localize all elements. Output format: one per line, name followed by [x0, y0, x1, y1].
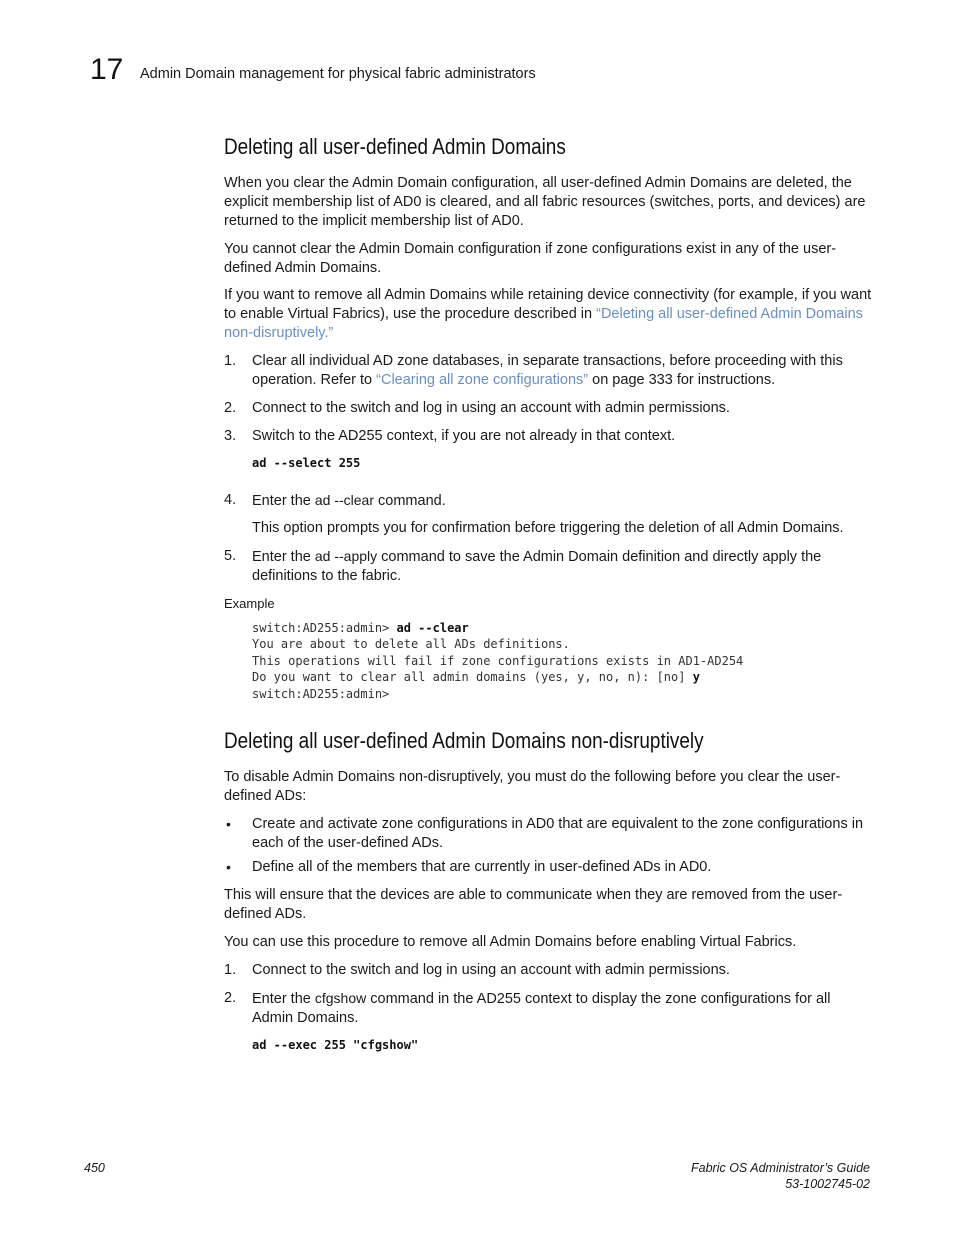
code-command: ad --exec 255 "cfgshow" — [252, 1038, 419, 1052]
section-heading: Deleting all user-defined Admin Domains non-disruptively — [224, 728, 704, 753]
code-command: ad --select 255 — [252, 456, 361, 470]
step-text-part: command. — [374, 493, 446, 509]
cross-reference-link[interactable]: “Deleting all user-defined Admin Domains non-disruptively.” — [224, 306, 863, 341]
step-text — [252, 352, 874, 390]
step-number: 1. — [224, 353, 237, 369]
code-line: This operations will fail if zone configurations exists in AD1-AD254 — [252, 653, 744, 668]
bullet: • — [226, 816, 231, 832]
step-text-part: command in the AD255 context to display the zone configurations for all Admin Domains. — [252, 991, 831, 1026]
step-text-part: on page 333 for instructions. — [588, 372, 776, 388]
code-prompt: switch:AD255:admin> — [252, 621, 397, 635]
code-prompt: Do you want to clear all admin domains (yes, y, no, n): [no] — [252, 670, 693, 685]
example-code-block — [252, 620, 743, 702]
chapter-number: 17 — [90, 53, 124, 86]
inline-command: cfgshow — [314, 990, 367, 1006]
step-number: 2. — [224, 990, 237, 1006]
inline-command: ad --apply — [314, 548, 378, 564]
step-text-part: Enter the — [252, 493, 315, 509]
step-text — [252, 547, 874, 586]
paragraph-text: If you want to remove all Admin Domains while retaining device connectivity (for example, if you want to enable Virtual Fabrics), use the procedure described in — [224, 287, 872, 322]
doc-number: 53-1002745-02 — [785, 1177, 870, 1191]
cross-reference-link[interactable]: “Clearing all zone configurations” — [376, 372, 589, 388]
step-text — [252, 491, 874, 511]
paragraph — [224, 286, 874, 343]
step-number: 4. — [224, 492, 237, 508]
step-number: 2. — [224, 400, 237, 416]
paragraph: You can use this procedure to remove all Admin Domains before enabling Virtual Fabrics. — [224, 934, 797, 950]
chapter-title: Admin Domain management for physical fabric administrators — [140, 66, 536, 82]
inline-command: ad --clear — [314, 492, 375, 508]
step-text-part: command to save the Admin Domain definition and directly apply the definitions to the fabric. — [252, 549, 822, 584]
paragraph: When you clear the Admin Domain configuration, all user-defined Admin Domains are deleted, the explicit membership list of AD0 is cleared, and all fabric resources (switches, ports, and devices) are returned to the implicit membership list of AD0. — [224, 175, 866, 229]
code-line — [252, 620, 743, 636]
step-number: 1. — [224, 962, 237, 978]
code-answer: y — [692, 670, 700, 685]
paragraph: You cannot clear the Admin Domain configuration if zone configurations exist in any of the user-defined Admin Domains. — [224, 241, 837, 276]
code-line — [252, 669, 743, 685]
bullet: • — [226, 859, 231, 875]
step-text: Connect to the switch and log in using an account with admin permissions. — [252, 962, 730, 978]
paragraph: This will ensure that the devices are able to communicate when they are removed from the user-defined ADs. — [224, 887, 843, 922]
bullet-text: Define all of the members that are currently in user-defined ADs in AD0. — [252, 859, 712, 875]
bullet-text: Create and activate zone configurations in AD0 that are equivalent to the zone configurations in each of the user-defined ADs. — [252, 816, 864, 851]
step-text-part: Enter the — [252, 549, 315, 565]
step-number: 5. — [224, 548, 237, 564]
step-text — [252, 989, 874, 1028]
step-note: This option prompts you for confirmation before triggering the deletion of all Admin Domains. — [252, 520, 844, 536]
page-number: 450 — [84, 1161, 105, 1175]
step-text-part: Clear all individual AD zone databases, in separate transactions, before proceeding with this operation. Refer to — [252, 353, 843, 388]
step-text: Connect to the switch and log in using an account with admin permissions. — [252, 400, 730, 416]
step-number: 3. — [224, 428, 237, 444]
code-command: ad --clear — [396, 621, 469, 635]
code-line: You are about to delete all ADs definitions. — [252, 637, 570, 652]
guide-title: Fabric OS Administrator’s Guide — [691, 1161, 870, 1175]
section-heading: Deleting all user-defined Admin Domains — [224, 134, 566, 159]
code-line: switch:AD255:admin> — [252, 686, 390, 701]
paragraph: To disable Admin Domains non-disruptively, you must do the following before you clear the user-defined ADs: — [224, 769, 841, 804]
example-label: Example — [224, 596, 275, 611]
step-text: Switch to the AD255 context, if you are not already in that context. — [252, 428, 676, 444]
step-text-part: Enter the — [252, 991, 315, 1007]
